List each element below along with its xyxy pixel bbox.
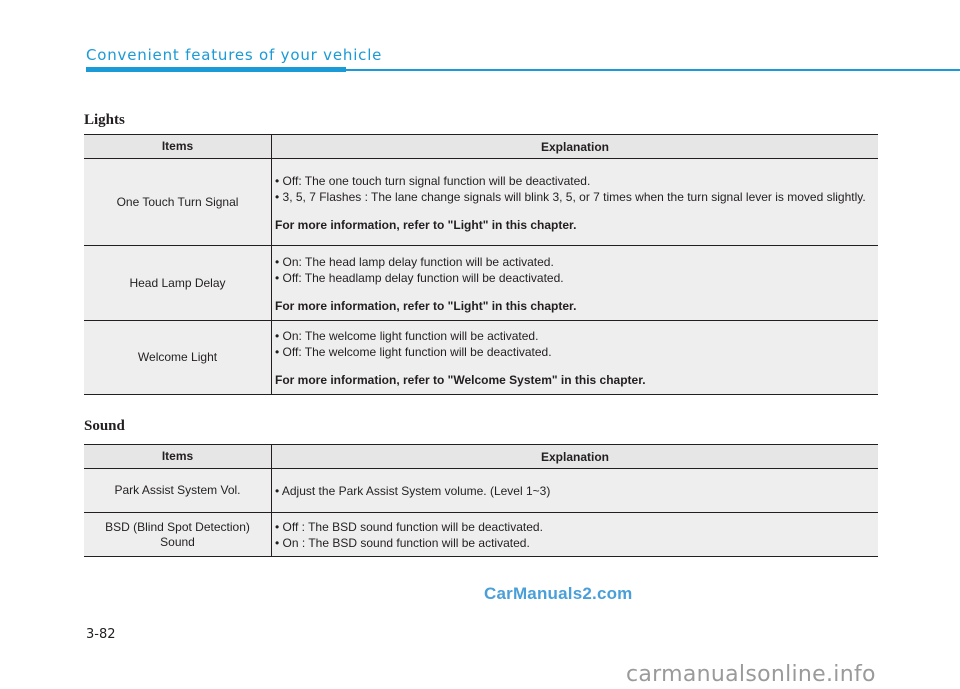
reference-note: For more information, refer to "Light" in this chapter. <box>275 217 577 232</box>
item-cell: Welcome Light <box>84 321 272 395</box>
explanation-cell <box>272 513 879 557</box>
header-rule <box>346 69 960 71</box>
explanation-cell <box>272 159 879 246</box>
bullet-text: • Off: The welcome light function will be deactivated. <box>275 345 552 359</box>
explanation-cell <box>272 246 879 321</box>
page-number: 3-82 <box>86 627 116 642</box>
table-header-row <box>84 445 878 469</box>
item-cell: Head Lamp Delay <box>84 246 272 321</box>
table-row <box>84 321 878 395</box>
section-title-lights: Lights <box>84 112 125 128</box>
sound-table <box>84 444 878 557</box>
reference-note: For more information, refer to "Light" in this chapter. <box>275 298 577 313</box>
footer-watermark[interactable]: carmanualsonline.info <box>626 662 876 687</box>
item-cell <box>84 513 272 557</box>
column-header-explanation: Explanation <box>272 445 879 469</box>
table-row <box>84 246 878 321</box>
explanation-cell <box>272 321 879 395</box>
chapter-title: Convenient features of your vehicle <box>86 46 383 64</box>
table-header-row <box>84 135 878 159</box>
bullet-text: • Off: The headlamp delay function will be deactivated. <box>275 270 564 285</box>
table-row <box>84 469 878 513</box>
column-header-explanation: Explanation <box>272 135 879 159</box>
bullet-text: • Off: The one touch turn signal function will be deactivated. <box>275 173 591 188</box>
table-row <box>84 159 878 246</box>
bullet-text: • Off : The BSD sound function will be deactivated. <box>275 519 543 534</box>
explanation-cell <box>272 469 879 513</box>
carmanuals-watermark[interactable]: CarManuals2.com <box>484 584 633 603</box>
item-label-line: Sound <box>160 534 195 549</box>
header-accent-bar <box>86 67 346 72</box>
reference-note: For more information, refer to "Welcome System" in this chapter. <box>275 373 646 387</box>
bullet-text: • On : The BSD sound function will be activated. <box>275 535 530 550</box>
bullet-text: • 3, 5, 7 Flashes : The lane change signals will blink 3, 5, or 7 times when the turn signal lever is moved slightly. <box>275 189 866 204</box>
column-header-items: Items <box>84 445 272 469</box>
item-cell: One Touch Turn Signal <box>84 159 272 246</box>
column-header-items: Items <box>84 135 272 159</box>
bullet-text: • On: The head lamp delay function will be activated. <box>275 254 554 269</box>
bullet-text: • On: The welcome light function will be activated. <box>275 329 539 343</box>
table-row <box>84 513 878 557</box>
item-cell: Park Assist System Vol. <box>84 469 272 513</box>
item-label-line: BSD (Blind Spot Detection) <box>105 519 250 534</box>
lights-table <box>84 134 878 395</box>
section-title-sound: Sound <box>84 418 125 434</box>
bullet-text: • Adjust the Park Assist System volume. (Level 1~3) <box>275 483 551 498</box>
